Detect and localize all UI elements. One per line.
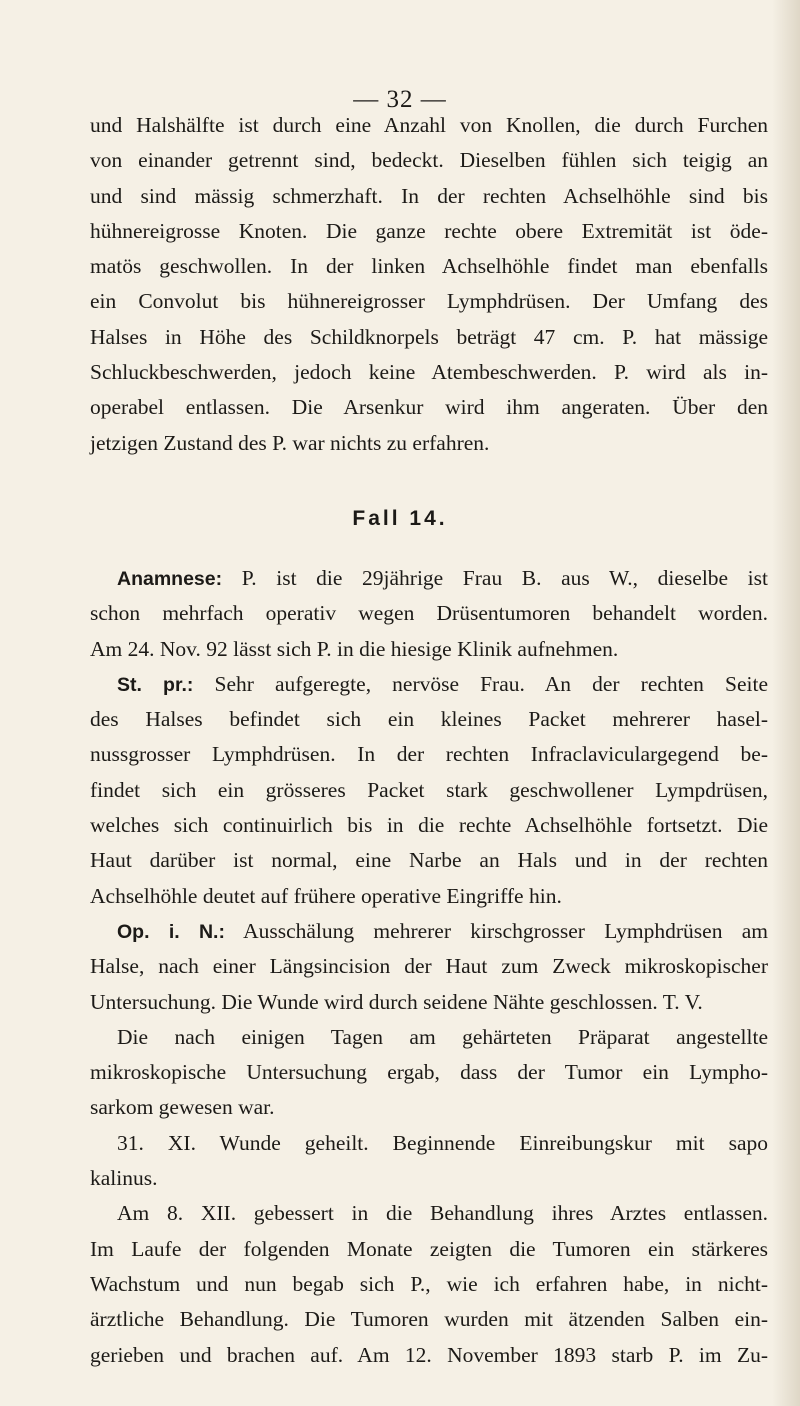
text-line: schon mehrfach operativ wegen Drüsentumoren behandelt worden. [90,601,768,626]
text-line: Die nach einigen Tagen am gehärteten Präparat angestellte [117,1024,768,1049]
text-line: mikroskopische Untersuchung ergab, dass der Tumor ein Lympho- [90,1060,768,1085]
text-line: hühnereigrosse Knoten. Die ganze rechte obere Extremität ist öde- [90,218,768,243]
text-line: gerieben und brachen auf. Am 12. November 1893 starb P. im Zu- [90,1342,768,1367]
page-number: — 32 — [353,86,447,113]
text-line: 31. XI. Wunde geheilt. Beginnende Einreibungskur mit sapo [117,1130,768,1155]
text-line: des Halses befindet sich ein kleines Packet mehrerer hasel- [90,707,768,732]
text-line: von einander getrennt sind, bedeckt. Dieselben fühlen sich teigig an [90,148,768,173]
text-line: Untersuchung. Die Wunde wird durch seidene Nähte geschlossen. T. V. [90,989,703,1014]
operation-text: Ausschälung mehrerer kirschgrosser Lymphdrüsen am [243,918,768,943]
text-line: und Halshälfte ist durch eine Anzahl von Knollen, die durch Furchen [90,113,768,137]
text-line: ein Convolut bis hühnereigrosser Lymphdrüsen. Der Umfang des [90,289,768,314]
paragraph-continuation [90,108,768,461]
text-line: Haut darüber ist normal, eine Narbe an Hals und in der rechten [90,848,768,873]
text-line: Halse, nach einer Längsincision der Haut zum Zweck mikroskopischer [90,954,768,979]
anamnese-text: P. ist die 29jährige Frau B. aus W., dieselbe ist [241,566,768,590]
text-line: Im Laufe der folgenden Monate zeigten die Tumoren ein stärkeres [90,1236,768,1261]
anamnese-first-line [90,561,768,596]
text-line: Schluckbeschwerden, jedoch keine Atembeschwerden. P. wird als in- [90,360,768,385]
text-line: welches sich continuirlich bis in die rechte Achselhöhle fortsetzt. Die [90,813,768,838]
case-body [90,561,768,1373]
status-text: Sehr aufgeregte, nervöse Frau. An der rechten Seite [214,671,769,696]
text-line: Am 24. Nov. 92 lässt sich P. in die hiesige Klinik aufnehmen. [90,636,619,661]
status-label: St. pr.: [117,673,194,696]
text-line: sarkom gewesen war. [90,1095,275,1120]
anamnese-label: Anamnese: [117,568,223,590]
text-line: kalinus. [90,1166,158,1191]
operation-label: Op. i. N.: [117,920,225,943]
text-line: findet sich ein grösseres Packet stark geschwollener Lympdrüsen, [90,777,768,802]
text-line: nussgrosser Lymphdrüsen. In der rechten Infraclaviculargegend be- [90,742,768,767]
text-line: und sind mässig schmerzhaft. In der rechten Achselhöhle sind bis [90,183,768,208]
case-heading: Fall 14. [352,507,448,530]
text-line: matös geschwollen. In der linken Achselhöhle findet man ebenfalls [90,254,768,279]
text-line: Halses in Höhe des Schildknorpels beträgt 47 cm. P. hat mässige [90,324,768,349]
text-line: jetzigen Zustand des P. war nichts zu erfahren. [90,430,490,455]
status-first-line [90,667,768,702]
text-line: Wachstum und nun begab sich P., wie ich erfahren habe, in nicht- [90,1271,768,1296]
text-line: Achselhöhle deutet auf frühere operative Eingriffe hin. [90,883,562,908]
text-line: ärztliche Behandlung. Die Tumoren wurden mit ätzenden Salben ein- [90,1307,768,1332]
text-line: Am 8. XII. gebessert in die Behandlung ihres Arztes entlassen. [117,1201,768,1226]
operation-first-line [90,914,768,949]
text-line: operabel entlassen. Die Arsenkur wird ihm angeraten. Über den [90,395,768,420]
